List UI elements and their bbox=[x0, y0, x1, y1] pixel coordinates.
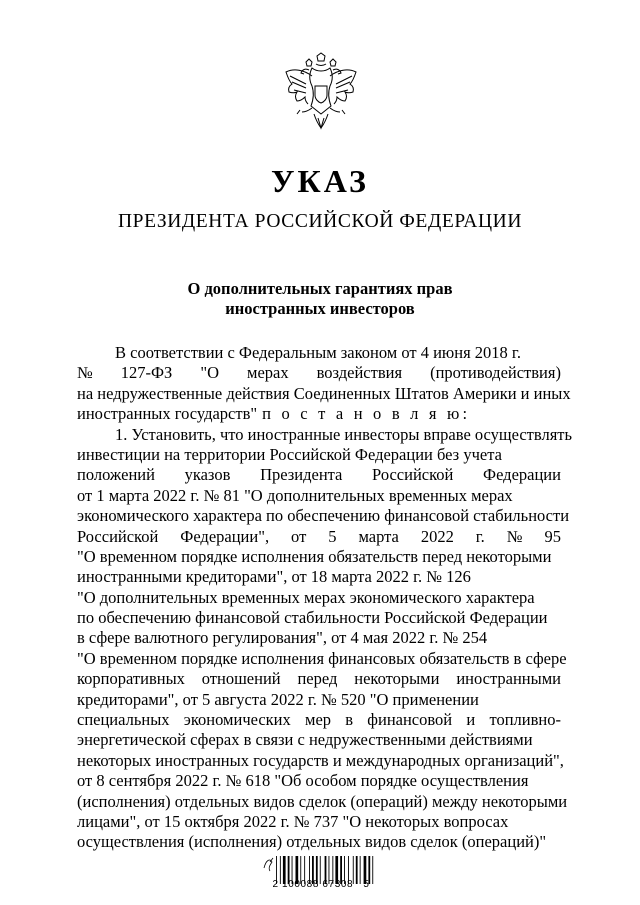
body-line bbox=[77, 750, 564, 771]
body-word: № bbox=[77, 363, 93, 383]
body-word: марта bbox=[358, 526, 399, 546]
body-line bbox=[77, 383, 571, 404]
body-word: экономических bbox=[183, 710, 291, 730]
body-word: инвестиции на территории Российской Федерации без учета bbox=[77, 444, 502, 464]
body-word: Федерации bbox=[483, 465, 561, 485]
coat-of-arms-emblem bbox=[282, 52, 360, 144]
body-word: перед bbox=[297, 669, 338, 689]
body-word: п о с т а н о в л я ю: bbox=[262, 404, 471, 424]
body-word: "О bbox=[200, 363, 219, 383]
body-word: финансовой bbox=[367, 710, 453, 730]
body-word: лицами", от 15 октября 2022 г. № 737 "О некоторых вопросах bbox=[77, 811, 509, 831]
body-word: от bbox=[291, 526, 307, 546]
body-word: № bbox=[506, 526, 523, 546]
body-word: (противодействия) bbox=[430, 363, 561, 383]
subject-line: О дополнительных гарантиях прав bbox=[187, 279, 453, 298]
body-word: Российской bbox=[372, 465, 454, 485]
body-line bbox=[77, 730, 561, 750]
body-line bbox=[77, 567, 561, 587]
body-word: Российской bbox=[77, 526, 159, 546]
barcode-number: 2 100088 67308 5 bbox=[272, 879, 370, 890]
body-word: 1. Установить, что иностранные инвесторы вправе осуществлять bbox=[115, 424, 573, 444]
body-word: (исполнения) отдельных видов сделок (операций) между некоторыми bbox=[77, 791, 568, 811]
body-line bbox=[77, 424, 573, 445]
body-word: отношений bbox=[201, 669, 281, 689]
body-line bbox=[77, 771, 561, 791]
body-line bbox=[77, 363, 561, 383]
body-word: "О временном порядке исполнения финансовых обязательств в сфере bbox=[77, 648, 567, 668]
body-line bbox=[77, 506, 570, 526]
body-word: кредиторами", от 5 августа 2022 г. № 520 "О применении bbox=[77, 689, 479, 709]
body-line bbox=[77, 527, 561, 547]
body-line bbox=[77, 404, 561, 424]
body-word: от 8 сентября 2022 г. № 618 "Об особом порядке осуществления bbox=[77, 771, 529, 791]
body-word: указов bbox=[184, 465, 231, 485]
body-word: 5 bbox=[328, 526, 337, 546]
body-line bbox=[77, 812, 561, 832]
body-word: Президента bbox=[260, 465, 343, 485]
body-word: некоторых иностранных государств и международных организаций", bbox=[77, 750, 564, 770]
subject-line: иностранных инвесторов bbox=[225, 299, 415, 318]
body-word: мер bbox=[305, 710, 332, 730]
body-word: в bbox=[345, 710, 354, 730]
body-word: иностранными кредиторами", от 18 марта 2022 г. № 126 bbox=[77, 567, 471, 587]
body-line bbox=[77, 710, 561, 730]
body-word: корпоративных bbox=[77, 669, 185, 689]
body-word: иностранными bbox=[456, 669, 561, 689]
decree-body bbox=[77, 343, 573, 853]
body-word: "О дополнительных временных мерах экономического характера bbox=[77, 587, 535, 607]
body-line bbox=[77, 608, 561, 628]
body-line bbox=[77, 588, 561, 608]
body-word: экономического характера по обеспечению финансовой стабильности bbox=[77, 506, 570, 526]
body-word: иностранных государств" bbox=[77, 404, 258, 424]
decree-title: УКАЗ bbox=[271, 163, 369, 199]
body-line bbox=[77, 628, 561, 648]
body-word: Федерации", bbox=[180, 526, 270, 546]
body-word: положений bbox=[77, 465, 155, 485]
body-word: и bbox=[466, 710, 476, 730]
body-line bbox=[77, 486, 561, 506]
body-word: осуществления (исполнения) отдельных видов сделок (операций)" bbox=[77, 832, 547, 852]
body-word: мерах bbox=[247, 363, 289, 383]
body-line bbox=[77, 690, 561, 710]
body-word: воздействия bbox=[316, 363, 403, 383]
body-line bbox=[77, 791, 568, 812]
body-word: от 1 марта 2022 г. № 81 "О дополнительных временных мерах bbox=[77, 485, 513, 505]
body-word: 127-ФЗ bbox=[120, 363, 173, 383]
body-word: 2022 bbox=[420, 526, 454, 546]
body-word: некоторыми bbox=[354, 669, 440, 689]
body-word: на недружественные действия Соединенных Штатов Америки и иных bbox=[77, 383, 571, 403]
body-word: в сфере валютного регулирования", от 4 мая 2022 г. № 254 bbox=[77, 628, 488, 648]
body-word: энергетической сферах в связи с недружественными действиями bbox=[77, 730, 533, 750]
body-word: г. bbox=[475, 526, 485, 546]
body-line bbox=[77, 547, 561, 567]
body-word: В соответствии с Федеральным законом от 4 июня 2018 г. bbox=[115, 343, 521, 362]
body-word: по обеспечению финансовой стабильности Российской Федерации bbox=[77, 608, 548, 628]
body-line bbox=[77, 648, 567, 669]
body-line bbox=[77, 445, 561, 465]
body-line bbox=[77, 669, 561, 689]
body-line bbox=[77, 465, 561, 485]
decree-subject bbox=[0, 279, 640, 319]
body-word: "О временном порядке исполнения обязательств перед некоторыми bbox=[77, 546, 552, 566]
decree-issuer: ПРЕЗИДЕНТА РОССИЙСКОЙ ФЕДЕРАЦИИ bbox=[117, 211, 523, 232]
body-line bbox=[77, 343, 561, 363]
body-word: 95 bbox=[544, 526, 561, 546]
body-word: топливно- bbox=[489, 710, 561, 730]
body-word: специальных bbox=[77, 710, 170, 730]
